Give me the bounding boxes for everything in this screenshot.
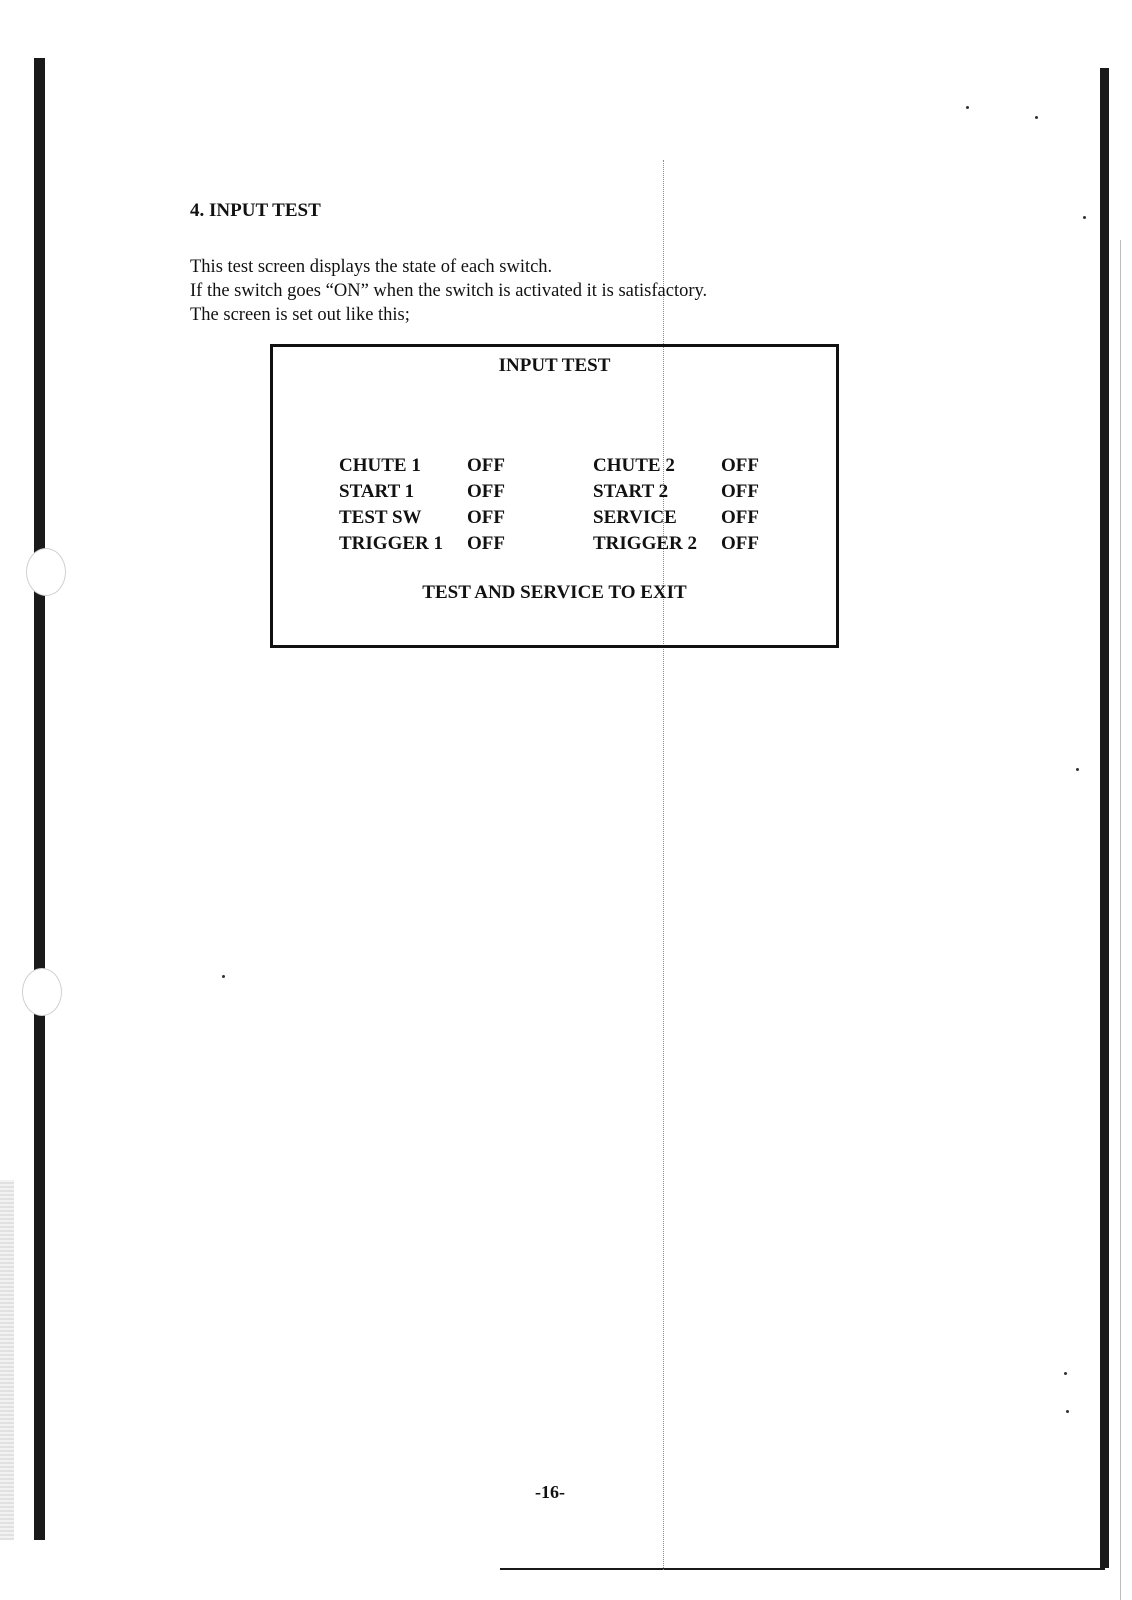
switch-state: OFF <box>721 507 759 528</box>
scan-right-border <box>1100 68 1109 1568</box>
switch-label: TRIGGER 1 <box>339 533 443 554</box>
switch-state: OFF <box>467 481 505 502</box>
switch-state-grid <box>339 454 781 556</box>
intro-line: If the switch goes “ON” when the switch is activated it is satisfactory. <box>190 281 708 301</box>
switch-state: OFF <box>721 455 759 476</box>
scan-left-border <box>34 58 45 1540</box>
page-number: -16- <box>535 1482 565 1502</box>
switch-state: OFF <box>467 455 505 476</box>
scan-right-edge <box>1120 240 1121 1600</box>
input-test-screen <box>270 344 839 648</box>
switch-state: OFF <box>467 533 505 554</box>
switch-state: OFF <box>721 533 759 554</box>
scan-speck <box>966 106 969 109</box>
intro-paragraph <box>190 255 707 327</box>
section-heading: 4. INPUT TEST <box>190 200 321 221</box>
scan-speck <box>222 975 225 978</box>
scan-speck <box>1076 768 1079 771</box>
scan-speck <box>1064 1372 1067 1375</box>
intro-line: The screen is set out like this; <box>190 305 410 325</box>
switch-state: OFF <box>721 481 759 502</box>
switch-label: CHUTE 2 <box>593 455 675 476</box>
scan-speck <box>1083 216 1086 219</box>
scan-speck <box>1035 116 1038 119</box>
screen-exit-instruction: TEST AND SERVICE TO EXIT <box>422 582 687 603</box>
punch-hole-bottom <box>22 968 62 1016</box>
switch-state: OFF <box>467 507 505 528</box>
intro-line: This test screen displays the state of each switch. <box>190 257 553 277</box>
screen-title: INPUT TEST <box>498 355 611 376</box>
switch-label: START 1 <box>339 481 415 502</box>
punch-hole-top <box>26 548 66 596</box>
switch-label: TRIGGER 2 <box>593 533 697 554</box>
switch-label: SERVICE <box>593 507 677 528</box>
scan-bottom-border <box>500 1568 1105 1570</box>
switch-label: START 2 <box>593 481 669 502</box>
switch-label: TEST SW <box>339 507 422 528</box>
scan-speck <box>1066 1410 1069 1413</box>
switch-label: CHUTE 1 <box>339 455 421 476</box>
